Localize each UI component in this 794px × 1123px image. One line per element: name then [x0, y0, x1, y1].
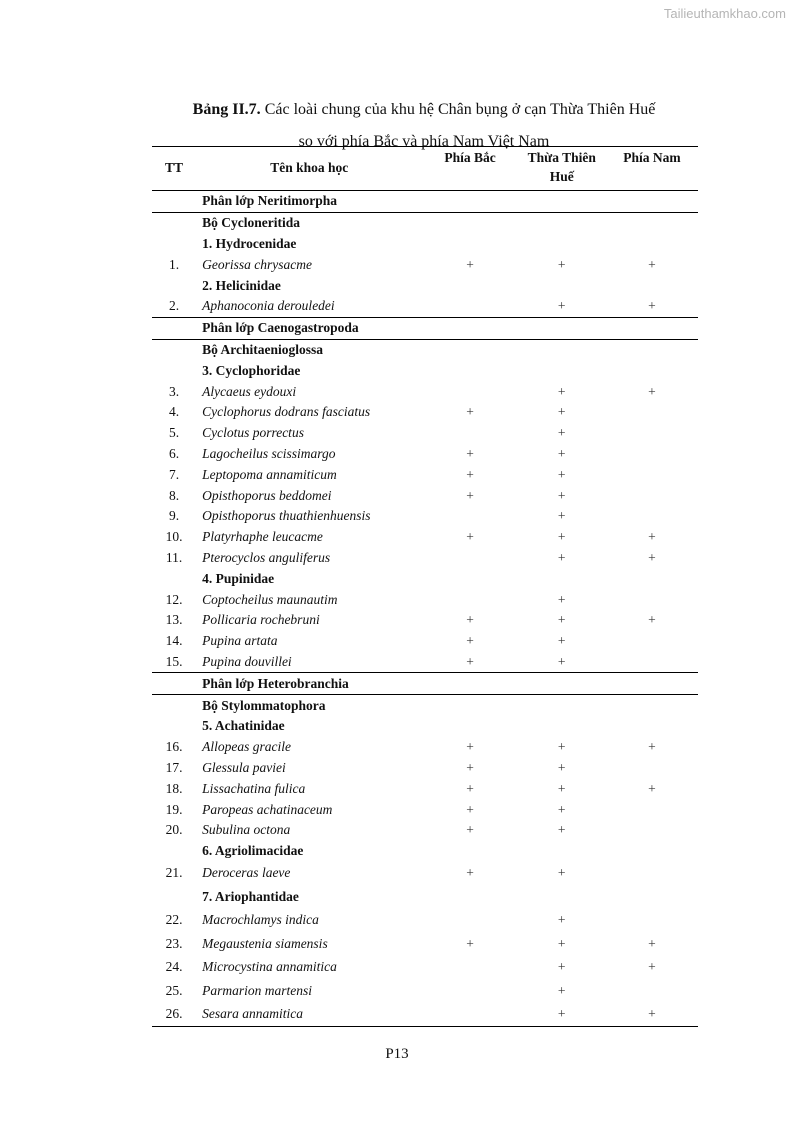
- south-presence: +: [648, 529, 656, 545]
- south-presence: +: [648, 1006, 656, 1022]
- north-presence: [422, 956, 517, 980]
- species-row: [152, 1003, 698, 1027]
- row-number: [152, 841, 196, 862]
- species-name: Lissachatina fulica: [202, 780, 306, 796]
- row-number: 21.: [165, 865, 183, 881]
- north-presence: +: [466, 739, 474, 755]
- species-name: Cyclotus porrectus: [202, 425, 304, 441]
- south-presence: [606, 885, 698, 909]
- south-presence: [606, 841, 698, 862]
- group-name: Phân lớp Caenogastropoda: [202, 320, 359, 336]
- north-presence: [422, 191, 517, 213]
- south-presence: +: [648, 739, 656, 755]
- subclass-row: [152, 317, 698, 339]
- species-name: Coptocheilus maunautim: [202, 591, 338, 607]
- group-row: [152, 885, 698, 909]
- species-row: [152, 778, 698, 799]
- north-presence: [422, 716, 517, 737]
- species-row: [152, 610, 698, 631]
- hue-presence: +: [557, 759, 566, 775]
- group-row: [152, 339, 698, 360]
- row-number: [152, 339, 196, 360]
- species-name: Allopeas gracile: [202, 739, 291, 755]
- species-name: Microcystina annamitica: [202, 959, 337, 975]
- species-name: Macrochlamys indica: [202, 912, 319, 928]
- group-name: Bộ Architaenioglossa: [202, 341, 323, 357]
- species-row: [152, 402, 698, 423]
- row-number: 3.: [168, 383, 180, 399]
- species-row: [152, 652, 698, 673]
- hue-presence: [518, 673, 606, 695]
- group-name: Phân lớp Neritimorpha: [202, 193, 338, 209]
- hue-presence: +: [557, 591, 566, 607]
- caption-title: Các loài chung của khu hệ Chân bụng ở cạn Thừa Thiên Huế: [260, 101, 656, 118]
- species-name: Glessula paviei: [202, 759, 286, 775]
- row-number: 26.: [165, 1006, 183, 1022]
- row-number: 2.: [168, 298, 180, 314]
- hue-presence: +: [557, 959, 566, 975]
- south-presence: +: [648, 549, 656, 565]
- group-row: [152, 275, 698, 296]
- subclass-row: [152, 191, 698, 213]
- row-number: 5.: [168, 425, 180, 441]
- south-presence: [606, 758, 698, 779]
- hue-presence: +: [557, 383, 566, 399]
- south-presence: +: [648, 780, 656, 796]
- species-name: Pollicaria rochebruni: [202, 612, 320, 628]
- species-name: Megaustenia siamensis: [202, 935, 328, 951]
- group-row: [152, 695, 698, 716]
- hue-presence: +: [557, 404, 566, 420]
- row-number: [152, 275, 196, 296]
- row-number: 8.: [168, 487, 180, 503]
- row-number: 9.: [168, 508, 180, 524]
- north-presence: +: [466, 256, 474, 272]
- row-number: [152, 360, 196, 381]
- header-thua-thien-hue: Thừa Thiên Huế: [527, 150, 596, 184]
- group-row: [152, 568, 698, 589]
- species-row: [152, 979, 698, 1003]
- species-name: Paropeas achatinaceum: [202, 801, 333, 817]
- species-row: [152, 758, 698, 779]
- row-number: 14.: [165, 633, 183, 649]
- species-row: [152, 444, 698, 465]
- north-presence: +: [466, 865, 474, 881]
- row-number: 13.: [165, 612, 183, 628]
- north-presence: [422, 234, 517, 255]
- hue-presence: [518, 317, 606, 339]
- north-presence: [422, 548, 517, 569]
- south-presence: [606, 444, 698, 465]
- row-number: 4.: [168, 404, 180, 420]
- species-row: [152, 909, 698, 933]
- south-presence: [606, 716, 698, 737]
- north-presence: [422, 885, 517, 909]
- hue-presence: +: [557, 508, 566, 524]
- south-presence: [606, 339, 698, 360]
- south-presence: [606, 464, 698, 485]
- group-row: [152, 212, 698, 233]
- species-name: Sesara annamitica: [202, 1006, 303, 1022]
- caption-line-1: [150, 94, 698, 126]
- hue-presence: +: [557, 653, 566, 669]
- north-presence: [422, 339, 517, 360]
- hue-presence: +: [557, 801, 566, 817]
- row-number: 7.: [168, 466, 180, 482]
- north-presence: [422, 275, 517, 296]
- north-presence: +: [466, 529, 474, 545]
- row-number: [152, 695, 196, 716]
- hue-presence: [518, 360, 606, 381]
- species-row: [152, 799, 698, 820]
- row-number: [152, 317, 196, 339]
- species-row: [152, 464, 698, 485]
- north-presence: [422, 317, 517, 339]
- group-name: 1. Hydrocenidae: [202, 235, 297, 251]
- south-presence: +: [648, 959, 656, 975]
- group-name: Bộ Cycloneritida: [202, 215, 300, 231]
- hue-presence: [518, 695, 606, 716]
- south-presence: [606, 191, 698, 213]
- north-presence: [422, 212, 517, 233]
- south-presence: [606, 402, 698, 423]
- north-presence: +: [466, 487, 474, 503]
- hue-presence: [518, 275, 606, 296]
- north-presence: +: [466, 780, 474, 796]
- south-presence: +: [648, 298, 656, 314]
- group-row: [152, 716, 698, 737]
- row-number: 17.: [165, 759, 183, 775]
- species-row: [152, 485, 698, 506]
- north-presence: +: [466, 759, 474, 775]
- north-presence: +: [466, 653, 474, 669]
- page-number: P13: [385, 1046, 409, 1062]
- group-name: 5. Achatinidae: [202, 718, 285, 734]
- hue-presence: [518, 716, 606, 737]
- species-row: [152, 254, 698, 275]
- species-name: Opisthoporus thuathienhuensis: [202, 508, 371, 524]
- row-number: 10.: [165, 529, 183, 545]
- row-number: [152, 568, 196, 589]
- row-number: [152, 191, 196, 213]
- species-row: [152, 527, 698, 548]
- row-number: 18.: [165, 780, 183, 796]
- row-number: 25.: [165, 982, 183, 998]
- south-presence: [606, 652, 698, 673]
- north-presence: +: [466, 801, 474, 817]
- hue-presence: [518, 568, 606, 589]
- north-presence: [422, 296, 517, 317]
- species-row: [152, 506, 698, 527]
- group-name: Bộ Stylommatophora: [202, 697, 326, 713]
- hue-presence: +: [557, 549, 566, 565]
- species-name: Pterocyclos anguliferus: [202, 549, 331, 565]
- species-row: [152, 820, 698, 841]
- south-presence: [606, 568, 698, 589]
- species-row: [152, 737, 698, 758]
- species-name: Leptopoma annamiticum: [202, 466, 337, 482]
- south-presence: [606, 589, 698, 610]
- hue-presence: +: [557, 466, 566, 482]
- hue-presence: [518, 234, 606, 255]
- row-number: 12.: [165, 591, 183, 607]
- species-name: Opisthoporus beddomei: [202, 487, 332, 503]
- row-number: [152, 885, 196, 909]
- watermark: Tailieuthamkhao.com: [663, 6, 786, 21]
- hue-presence: +: [557, 445, 566, 461]
- hue-presence: [518, 841, 606, 862]
- hue-presence: +: [557, 739, 566, 755]
- species-name: Parmarion martensi: [202, 982, 312, 998]
- south-presence: [606, 485, 698, 506]
- species-table: [152, 146, 698, 1027]
- north-presence: +: [466, 612, 474, 628]
- north-presence: [422, 673, 517, 695]
- north-presence: [422, 568, 517, 589]
- row-number: 22.: [165, 912, 183, 928]
- hue-presence: +: [557, 865, 566, 881]
- south-presence: [606, 862, 698, 886]
- north-presence: [422, 589, 517, 610]
- species-name: Lagocheilus scissimargo: [202, 445, 336, 461]
- species-name: Cyclophorus dodrans fasciatus: [202, 404, 371, 420]
- species-row: [152, 548, 698, 569]
- species-row: [152, 956, 698, 980]
- north-presence: [422, 506, 517, 527]
- table-body: [152, 191, 698, 1027]
- south-presence: +: [648, 256, 656, 272]
- species-name: Pupina artata: [202, 633, 278, 649]
- row-number: 11.: [165, 549, 183, 565]
- species-row: [152, 589, 698, 610]
- hue-presence: +: [557, 982, 566, 998]
- row-number: 23.: [165, 935, 183, 951]
- north-presence: +: [466, 822, 474, 838]
- row-number: [152, 212, 196, 233]
- hue-presence: +: [557, 298, 566, 314]
- south-presence: [606, 909, 698, 933]
- north-presence: +: [466, 445, 474, 461]
- species-name: Pupina douvillei: [202, 653, 292, 669]
- row-number: 19.: [165, 801, 183, 817]
- north-presence: [422, 423, 517, 444]
- species-name: Georissa chrysacme: [202, 256, 312, 272]
- caption-label: Bảng II.7.: [192, 101, 261, 118]
- header-south: Phía Nam: [623, 150, 681, 165]
- row-number: [152, 234, 196, 255]
- hue-presence: +: [557, 256, 566, 272]
- species-row: [152, 423, 698, 444]
- north-presence: +: [466, 935, 474, 951]
- south-presence: [606, 234, 698, 255]
- species-row: [152, 631, 698, 652]
- north-presence: [422, 909, 517, 933]
- species-row: [152, 862, 698, 886]
- south-presence: [606, 799, 698, 820]
- south-presence: +: [648, 383, 656, 399]
- row-number: [152, 673, 196, 695]
- subclass-row: [152, 673, 698, 695]
- group-name: 6. Agriolimacidae: [202, 843, 304, 859]
- hue-presence: +: [557, 633, 566, 649]
- table-header-row: [152, 147, 698, 191]
- group-row: [152, 234, 698, 255]
- species-row: [152, 932, 698, 956]
- species-name: Aphanoconia derouledei: [202, 298, 335, 314]
- species-name: Subulina octona: [202, 822, 291, 838]
- hue-presence: [518, 339, 606, 360]
- row-number: 1.: [168, 256, 180, 272]
- south-presence: [606, 631, 698, 652]
- hue-presence: +: [557, 1006, 566, 1022]
- hue-presence: +: [557, 912, 566, 928]
- south-presence: [606, 317, 698, 339]
- south-presence: [606, 695, 698, 716]
- south-presence: [606, 979, 698, 1003]
- hue-presence: +: [557, 487, 566, 503]
- south-presence: [606, 673, 698, 695]
- hue-presence: +: [557, 529, 566, 545]
- north-presence: [422, 360, 517, 381]
- south-presence: [606, 212, 698, 233]
- north-presence: [422, 1003, 517, 1027]
- hue-presence: [518, 212, 606, 233]
- south-presence: [606, 820, 698, 841]
- hue-presence: +: [557, 425, 566, 441]
- species-name: Deroceras laeve: [202, 865, 291, 881]
- row-number: [152, 716, 196, 737]
- header-tt: TT: [165, 159, 184, 175]
- north-presence: +: [466, 633, 474, 649]
- species-name: Alycaeus eydouxi: [202, 383, 297, 399]
- north-presence: [422, 381, 517, 402]
- species-row: [152, 381, 698, 402]
- hue-presence: +: [557, 780, 566, 796]
- hue-presence: +: [557, 822, 566, 838]
- group-name: Phân lớp Heterobranchia: [202, 675, 349, 691]
- group-row: [152, 360, 698, 381]
- row-number: 16.: [165, 739, 183, 755]
- species-row: [152, 296, 698, 317]
- south-presence: +: [648, 935, 656, 951]
- hue-presence: +: [557, 935, 566, 951]
- north-presence: [422, 841, 517, 862]
- south-presence: [606, 506, 698, 527]
- header-north: Phía Bắc: [444, 150, 496, 165]
- group-name: 3. Cyclophoridae: [202, 362, 301, 378]
- group-row: [152, 841, 698, 862]
- south-presence: +: [648, 612, 656, 628]
- group-name: 7. Ariophantidae: [202, 888, 299, 904]
- hue-presence: [518, 191, 606, 213]
- hue-presence: [518, 885, 606, 909]
- south-presence: [606, 423, 698, 444]
- row-number: 24.: [165, 959, 183, 975]
- species-name: Platyrhaphe leucacme: [202, 529, 323, 545]
- header-scientific-name: Tên khoa học: [270, 159, 349, 175]
- group-name: 4. Pupinidae: [202, 570, 275, 586]
- caption-line-2: so với phía Bắc và phía Nam Việt Nam: [298, 133, 550, 150]
- group-name: 2. Helicinidae: [202, 277, 281, 293]
- row-number: 6.: [168, 445, 180, 461]
- north-presence: [422, 979, 517, 1003]
- south-presence: [606, 275, 698, 296]
- south-presence: [606, 360, 698, 381]
- north-presence: +: [466, 466, 474, 482]
- row-number: 20.: [165, 822, 183, 838]
- row-number: 15.: [165, 653, 183, 669]
- north-presence: +: [466, 404, 474, 420]
- north-presence: [422, 695, 517, 716]
- hue-presence: +: [557, 612, 566, 628]
